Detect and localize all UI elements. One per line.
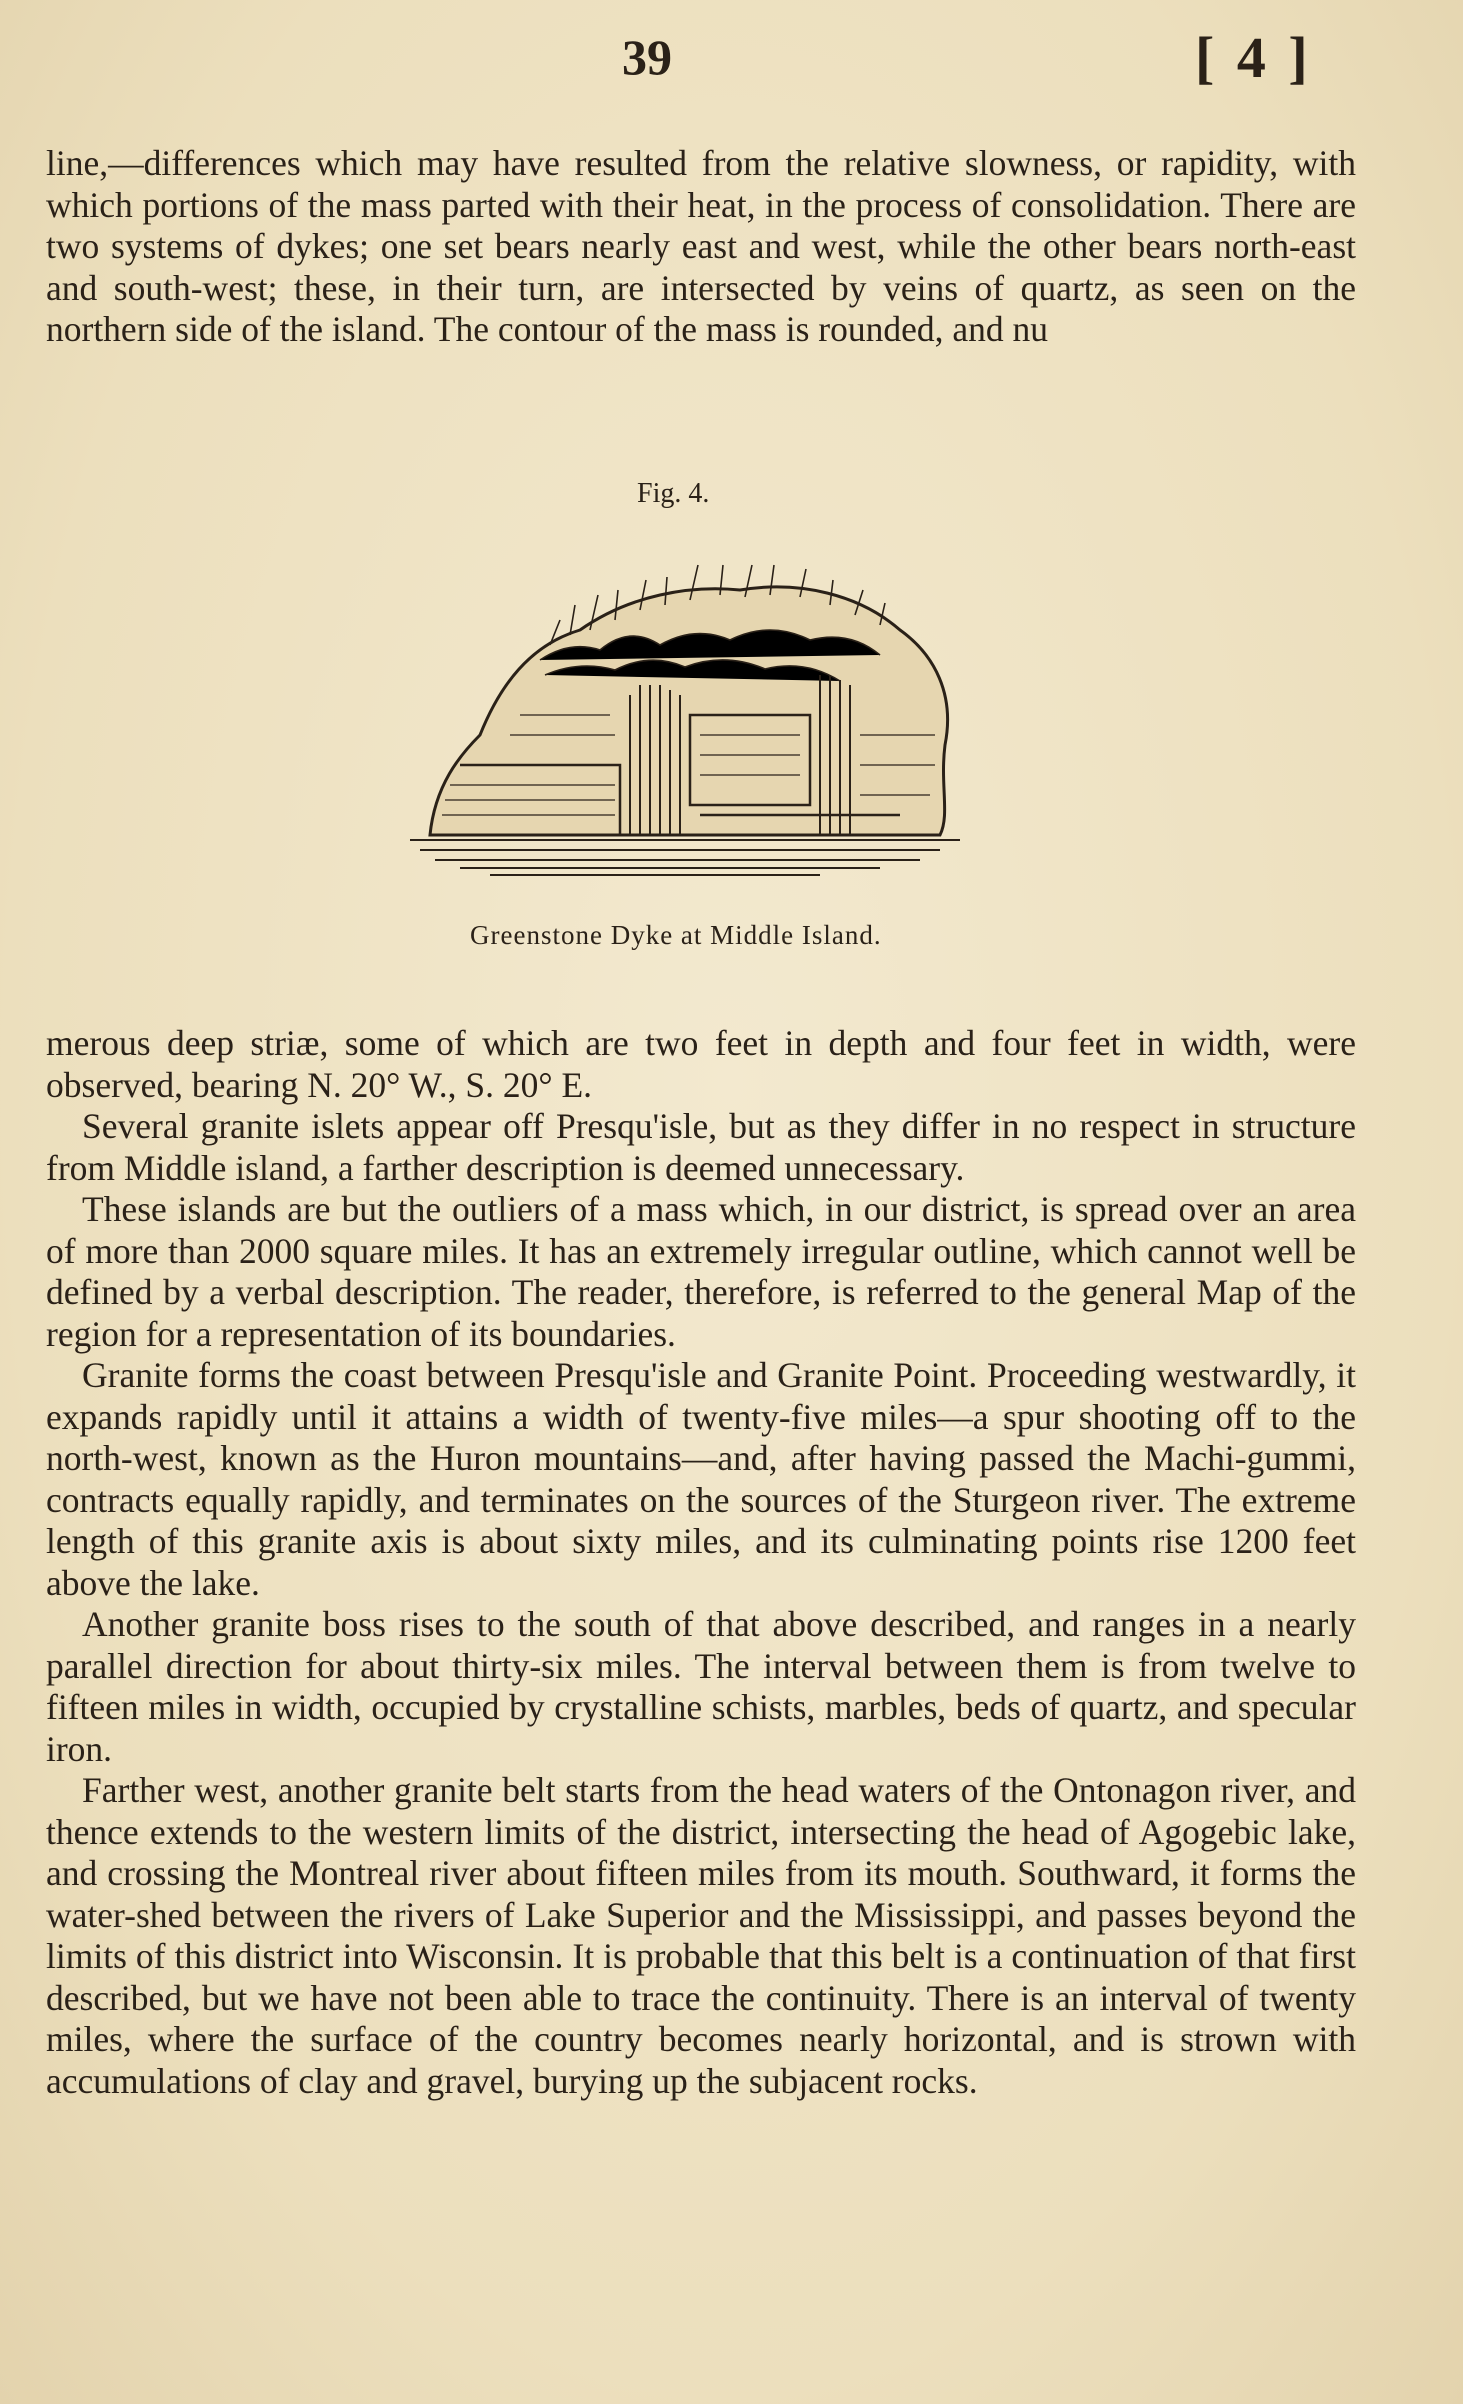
page-number: 39 [622,29,672,85]
paragraph: Granite forms the coast between Presqu'isle and Granite Point. Proceeding westwardly, it expands rapidly until it attains a width of twenty-five miles—a spur shooting off to the north-west, known as the Huron mountains—and, after having passed the Machi-gummi, contracts equally rapidly, and terminates on the sources of the Sturgeon river. The extreme length of this granite axis is about sixty miles, and its culminating points rise 1200 feet above the lake. [46,1355,1356,1603]
paragraph: Another granite boss rises to the south of that above described, and ranges in a nearly parallel direction for about thirty-six miles. The interval between them is from twelve to fifteen miles in width, occupied by crystalline schists, marbles, beds of quartz, and specular iron. [46,1604,1356,1769]
figure-label: Fig. 4. [637,478,710,509]
paragraph: merous deep striæ, some of which are two feet in depth and four feet in width, were observed, bearing N. 20° W., S. 20° E. [46,1023,1356,1105]
paragraphs-bottom [46,1023,1356,2102]
figure-caption: Greenstone Dyke at Middle Island. [470,920,882,950]
paragraph-top-text: line,—differences which may have resulted from the relative slowness, or rapidity, with which portions of the mass parted with their heat, in the process of consolidation. There are two systems of dykes; one set bears nearly east and west, while the other bears north-east and south-west; these, in their turn, are intersected by veins of quartz, as seen on the northern side of the island. The contour of the mass is rounded, and nu [46,143,1356,349]
paragraph: Several granite islets appear off Presqu'isle, but as they differ in no respect in structure from Middle island, a farther description is deemed unnecessary. [46,1106,1356,1188]
paragraph-top [46,143,1356,351]
paragraph: Farther west, another granite belt starts from the head waters of the Ontonagon river, and thence extends to the western limits of the district, intersecting the head of Agogebic lake, and crossing the Montreal river about fifteen miles from its mouth. Southward, it forms the water-shed between the rivers of Lake Superior and the Mississippi, and passes beyond the limits of this district into Wisconsin. It is probable that this belt is a continuation of that first described, but we have not been able to trace the continuity. There is an interval of twenty miles, where the surface of the country becomes nearly horizontal, and is strown with accumulations of clay and gravel, burying up the subjacent rocks. [46,1770,1356,2101]
figure-engraving [400,535,965,885]
paragraph: These islands are but the outliers of a mass which, in our district, is spread over an area of more than 2000 square miles. It has an extremely irregular outline, which cannot well be defined by a verbal description. The reader, therefore, is referred to the general Map of the region for a representation of its boundaries. [46,1189,1356,1354]
bracket-page-number: [ 4 ] [1195,25,1312,90]
